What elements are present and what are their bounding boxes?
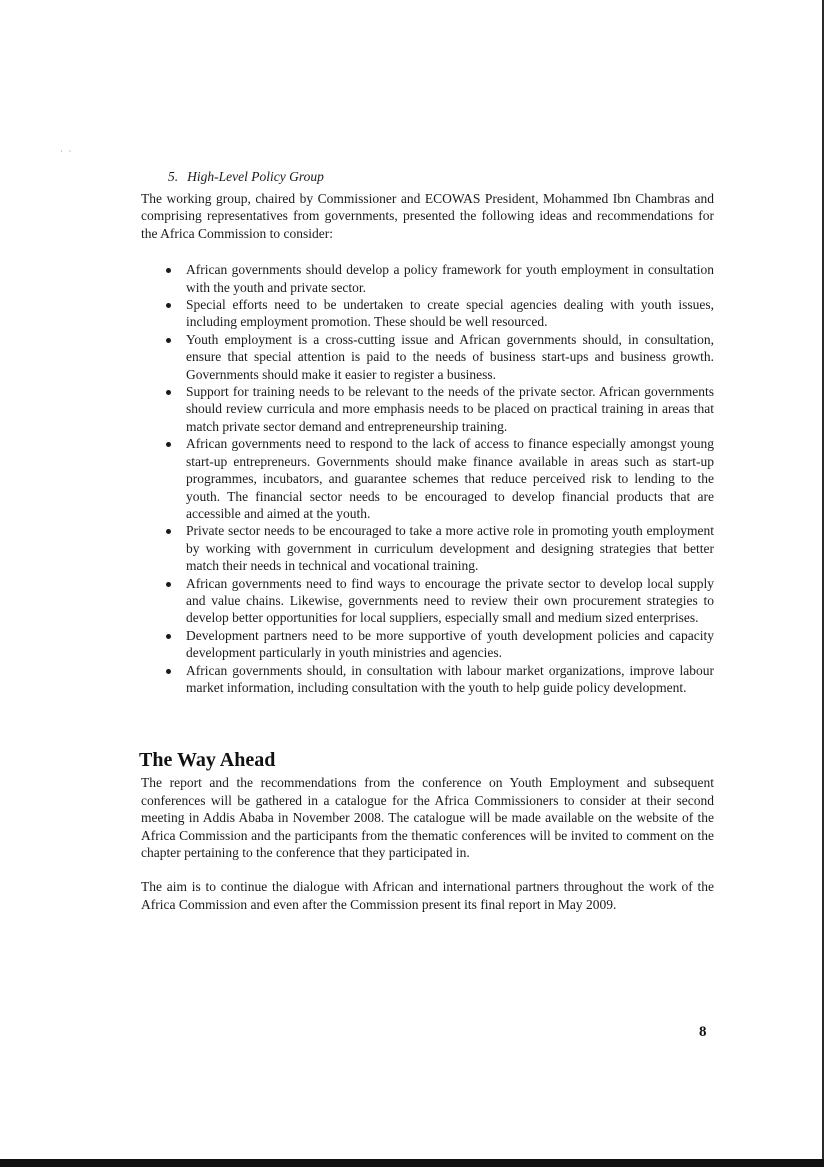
scan-edge-bottom xyxy=(0,1159,824,1167)
list-item xyxy=(141,331,714,383)
document-body xyxy=(141,168,714,913)
list-item xyxy=(141,435,714,522)
list-item-text: Special efforts need to be undertaken to create special agencies dealing with youth issues, including employment promotion. These should be well resourced. xyxy=(186,297,714,330)
list-item-text: African governments should develop a policy framework for youth employment in consultation with the youth and private sector. xyxy=(186,262,714,295)
list-item xyxy=(141,522,714,574)
bullet-icon xyxy=(166,303,171,308)
list-item-text: Development partners need to be more supportive of youth development policies and capacity development particularly in youth ministries and agencies. xyxy=(186,627,714,661)
list-item-text: African governments should, in consultation with labour market organizations, improve labour market information, including consultation with the youth to help guide policy development. xyxy=(186,662,714,695)
bullet-icon xyxy=(166,669,171,674)
list-item xyxy=(141,662,714,697)
list-item xyxy=(141,383,714,435)
bullet-icon xyxy=(166,634,171,639)
recommendations-list xyxy=(141,261,714,696)
list-item xyxy=(141,261,714,296)
way-ahead-heading: The Way Ahead xyxy=(139,749,276,772)
section-heading xyxy=(168,168,714,186)
list-item-text: African governments need to respond to the lack of access to finance especially amongst young start-up entrepreneurs. Governments should make finance available in areas such as start-up programmes, incubators, and guarantee schemes that reduce perceived risk to lending to the youth. The financial sector needs to be encouraged to develop financial products that are accessible and aimed at the youth. xyxy=(186,436,714,521)
list-item xyxy=(141,627,714,662)
list-item-text: Support for training needs to be relevant to the needs of the private sector. African governments should review curricula and more emphasis needs to be placed on practical training in areas that match private sector demand and entrepreneurship training. xyxy=(186,384,714,434)
way-ahead-paragraph-2: The aim is to continue the dialogue with African and international partners throughout the work of the Africa Commission and even after the Commission present its final report in May 2009. xyxy=(141,879,714,912)
list-item-text: African governments need to find ways to encourage the private sector to develop local supply and value chains. Likewise, governments need to review their own procurement strategies to develop better opportunities for local suppliers, especially small and medium sized enterprises. xyxy=(186,575,714,626)
bullet-icon xyxy=(166,390,171,395)
section-number: 5. xyxy=(168,169,179,184)
way-ahead-paragraph-1: The report and the recommendations from the conference on Youth Employment and subsequent conferences will be gathered in a catalogue for the Africa Commissioners to consider at their second meeting in Addis Ababa in November 2008. The catalogue will be made available on the website of the Africa Commission and the participants from the thematic conferences will be invited to comment on the chapter pertaining to the conference that they participated in. xyxy=(141,775,714,860)
list-item xyxy=(141,575,714,627)
bullet-icon xyxy=(166,442,171,447)
bullet-icon xyxy=(166,582,171,587)
bullet-icon xyxy=(166,268,171,273)
scan-speck: · · xyxy=(60,147,74,156)
bullet-icon xyxy=(166,338,171,343)
bullet-icon xyxy=(166,529,171,534)
list-item-text: Youth employment is a cross-cutting issue and African governments should, in consultation, ensure that special attention is paid to the needs of business start-ups and business growth. Governments should make it easier to register a business. xyxy=(186,331,714,382)
list-item xyxy=(141,296,714,331)
page-number: 8 xyxy=(699,1024,707,1040)
section-intro: The working group, chaired by Commissioner and ECOWAS President, Mohammed Ibn Chambras and comprising representatives from governments, presented the following ideas and recommendations for the Africa Commission to consider: xyxy=(141,191,714,241)
section-title: High-Level Policy Group xyxy=(187,169,324,184)
list-item-text: Private sector needs to be encouraged to take a more active role in promoting youth employment by working with government in curriculum development and designing strategies that better match their needs in technical and vocational training. xyxy=(186,523,714,574)
